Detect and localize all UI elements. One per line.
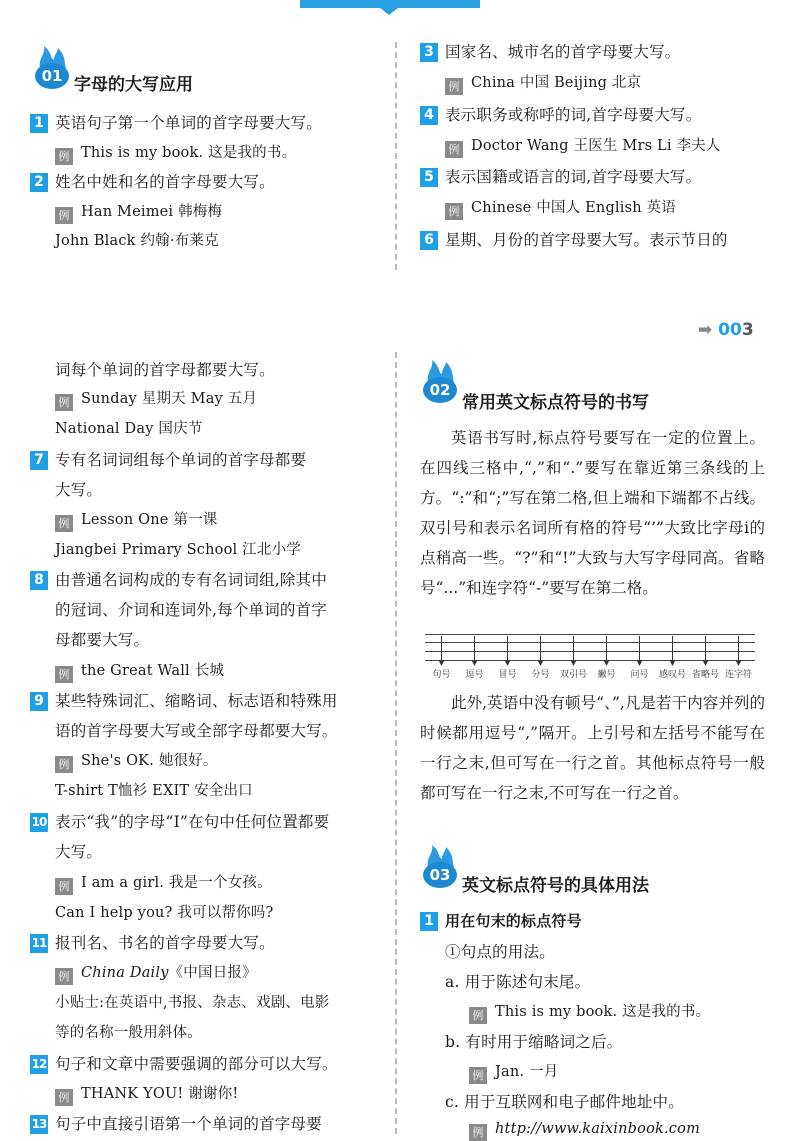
example-label: 例	[55, 1089, 73, 1106]
example-line: Can I help you? 我可以帮你吗?	[55, 905, 274, 921]
rule-number: 9	[30, 692, 48, 711]
rule-number: 12	[30, 1055, 48, 1074]
rule-text: 表示国籍或语言的词,首字母要大写。	[445, 168, 702, 186]
rule-text: 表示“我”的字母“I”在句中任何位置都要	[55, 813, 330, 831]
rule-number: 4	[420, 106, 438, 125]
punctuation-arrowhead	[604, 660, 610, 666]
rule-number: 10	[30, 813, 48, 832]
example-line: 例 This is my book. 这是我的书。	[55, 143, 296, 165]
punctuation-arrowhead	[505, 660, 511, 666]
flame-badge-icon	[32, 46, 72, 90]
paragraph: 英语书写时,标点符号要写在一定的位置上。在四线三格中,“,”和“.”要写在靠近第三条线的上方。“:”和“;”写在第二格,但上端和下端都不占线。双引号和表示名词所有格的符号“’”大致比字母i的点稍高一些。“?”和“!”大致与大写字母同高。省略号“...”和连字符“-”要写在第二格。	[420, 429, 765, 597]
punctuation-marks	[425, 632, 755, 672]
punctuation-label: 双引号	[559, 670, 588, 680]
punctuation-arrowhead	[736, 660, 742, 666]
rule-text: 国家名、城市名的首字母要大写。	[445, 43, 681, 61]
example-line: 例 Han Meimei 韩梅梅	[55, 202, 222, 224]
example-label: 例	[469, 1124, 487, 1141]
rule-text: 姓名中姓和名的首字母要大写。	[55, 173, 275, 191]
usage-item: a. 用于陈述句末尾。	[445, 973, 591, 991]
section-title: 英文标点符号的具体用法	[462, 876, 649, 896]
column-divider-bottom	[395, 352, 397, 1134]
badge-number: 03	[429, 866, 451, 884]
flame-badge-icon	[420, 360, 460, 404]
example-line: 例 the Great Wall 长城	[55, 661, 224, 683]
rule-text: 专有名词词组每个单词的首字母都要	[55, 451, 307, 469]
rule-text: 大写。	[55, 481, 103, 499]
page-number: ➡ 003	[698, 320, 754, 340]
example-line: 例 This is my book. 这是我的书。	[469, 1002, 710, 1024]
example-line: 例 THANK YOU! 谢谢你!	[55, 1084, 238, 1106]
paragraph: 此外,英语中没有顿号“、”,凡是若干内容并列的时候都用逗号“,”隔开。上引号和左括号不能写在一行之末,但可写在一行之首。其他标点符号一般都可写在一行之末,不可写在一行之首。	[420, 694, 765, 802]
punctuation-label: 分号	[531, 670, 550, 680]
rule-number: 13	[30, 1115, 48, 1134]
punctuation-label: 连字符	[724, 670, 753, 680]
rule-number: 11	[30, 934, 48, 953]
example-label: 例	[55, 878, 73, 895]
example-label: 例	[55, 756, 73, 773]
example-line: 例 China 中国 Beijing 北京	[445, 73, 641, 95]
example-label: 例	[55, 968, 73, 985]
punctuation-label: 问号	[630, 670, 649, 680]
punctuation-label: 省略号	[691, 670, 720, 680]
badge-number: 01	[41, 67, 63, 85]
rule-text: 的冠词、介词和连词外,每个单词的首字	[55, 601, 328, 619]
punctuation-arrowhead	[538, 660, 544, 666]
rule-text: 报刊名、书名的首字母要大写。	[55, 934, 275, 952]
rule-text: 星期、月份的首字母要大写。表示节日的	[445, 231, 728, 249]
rule-number: 6	[420, 231, 438, 250]
rule-text: 表示职务或称呼的词,首字母要大写。	[445, 106, 702, 124]
example-label: 例	[55, 515, 73, 532]
rule-text: 某些特殊词汇、缩略词、标志语和特殊用	[55, 692, 338, 710]
badge-number: 02	[429, 381, 451, 399]
punctuation-arrowhead	[637, 660, 643, 666]
example-line: 例 Sunday 星期天 May 五月	[55, 389, 257, 411]
punctuation-label: 撇号	[597, 670, 616, 680]
section-title: 字母的大写应用	[74, 75, 193, 95]
example-label: 例	[469, 1067, 487, 1084]
example-label: 例	[445, 203, 463, 220]
subsection-number: 1	[420, 912, 438, 931]
section-title: 常用英文标点符号的书写	[462, 393, 649, 413]
rule-text: 语的首字母要大写或全部字母都要大写。	[55, 722, 338, 740]
rule-text: 由普通名词构成的专有名词词组,除其中	[55, 571, 328, 589]
arrow-right-icon: ➡	[698, 320, 713, 340]
top-tab-marker	[300, 0, 480, 8]
punctuation-arrowhead	[439, 660, 445, 666]
rule-number: 3	[420, 43, 438, 62]
example-line: 例 China Daily《中国日报》	[55, 963, 257, 985]
example-line: Jiangbei Primary School 江北小学	[55, 542, 301, 558]
example-label: 例	[55, 666, 73, 683]
rule-number: 2	[30, 173, 48, 192]
tip-text: 小贴士:在英语中,书报、杂志、戏剧、电影	[55, 995, 330, 1011]
subsection-title: 用在句末的标点符号	[445, 912, 582, 930]
rule-text: 大写。	[55, 843, 103, 861]
example-label: 例	[445, 141, 463, 158]
example-line: 例 Jan. 一月	[469, 1062, 558, 1084]
rule-number: 8	[30, 571, 48, 590]
punctuation-arrowhead	[670, 660, 676, 666]
example-line: 例 http://www.kaixinbook.com	[469, 1119, 700, 1141]
punctuation-arrowhead	[472, 660, 478, 666]
punctuation-label: 句号	[432, 670, 451, 680]
punctuation-labels	[425, 667, 755, 681]
usage-item: ①句点的用法。	[445, 943, 555, 961]
usage-item: c. 用于互联网和电子邮件地址中。	[445, 1093, 684, 1111]
rule-text: 句子和文章中需要强调的部分可以大写。	[55, 1055, 338, 1073]
example-line: 例 Lesson One 第一课	[55, 510, 218, 532]
punctuation-label: 逗号	[465, 670, 484, 680]
example-label: 例	[445, 78, 463, 95]
example-line: John Black 约翰·布莱克	[55, 233, 219, 249]
rule-number: 1	[30, 114, 48, 133]
tip-text: 等的名称一般用斜体。	[55, 1025, 202, 1041]
rule-number: 5	[420, 168, 438, 187]
example-line: 例 Chinese 中国人 English 英语	[445, 198, 676, 220]
column-divider-top	[395, 42, 397, 270]
punctuation-arrowhead	[703, 660, 709, 666]
punctuation-label: 冒号	[498, 670, 517, 680]
rule-text: 句子中直接引语第一个单词的首字母要	[55, 1115, 322, 1133]
flame-badge-icon	[420, 845, 460, 889]
example-line: T-shirt T恤衫 EXIT 安全出口	[55, 783, 253, 799]
example-label: 例	[55, 207, 73, 224]
rule-number: 7	[30, 451, 48, 470]
example-label: 例	[469, 1007, 487, 1024]
rule-text: 母都要大写。	[55, 631, 150, 649]
usage-item: b. 有时用于缩略词之后。	[445, 1033, 623, 1051]
example-line: National Day 国庆节	[55, 421, 203, 437]
punctuation-arrowhead	[571, 660, 577, 666]
example-line: 例 Doctor Wang 王医生 Mrs Li 李夫人	[445, 136, 721, 158]
example-line: 例 I am a girl. 我是一个女孩。	[55, 873, 272, 895]
example-label: 例	[55, 148, 73, 165]
example-line: 例 She's OK. 她很好。	[55, 751, 218, 773]
example-label: 例	[55, 394, 73, 411]
rule-text-continued: 词每个单词的首字母都要大写。	[55, 361, 275, 379]
rule-text: 英语句子第一个单词的首字母要大写。	[55, 114, 322, 132]
punctuation-label: 感叹号	[658, 670, 687, 680]
